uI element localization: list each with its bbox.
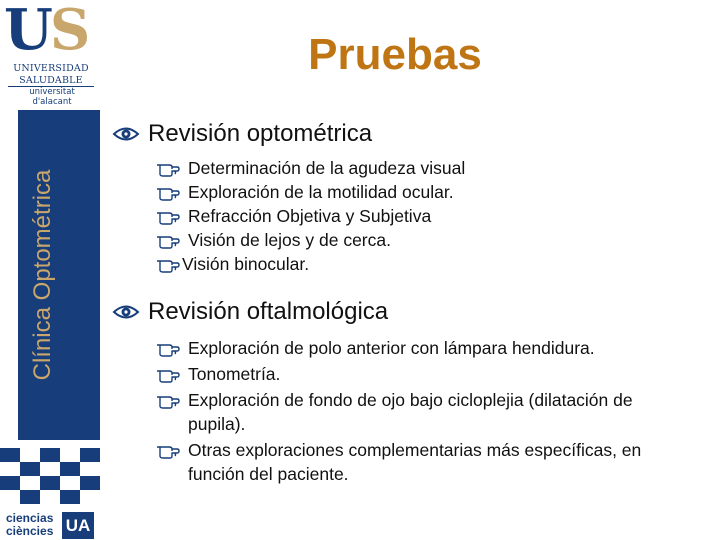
list-item	[156, 438, 672, 486]
ciencias-ua-logo	[4, 510, 100, 540]
pointing-hand-icon	[156, 339, 180, 357]
eye-icon	[112, 124, 140, 144]
checker-square	[80, 476, 100, 490]
universidad-saludable-logo	[0, 0, 100, 110]
list-item	[156, 336, 672, 360]
checker-square	[60, 490, 80, 504]
ua-text-ciencies: ciències	[6, 524, 54, 538]
list-item-text: Exploración de la motilidad ocular.	[188, 182, 454, 202]
pointing-hand-icon	[156, 255, 180, 273]
section-heading-text: Revisión oftalmológica	[148, 298, 389, 325]
logo-letter-s: S	[49, 0, 88, 63]
checker-square	[0, 476, 20, 490]
checker-square	[20, 490, 40, 504]
checker-square	[0, 448, 20, 462]
pointing-hand-icon	[156, 391, 180, 409]
eye-icon	[112, 302, 140, 322]
checker-square	[80, 448, 100, 462]
logo-letter-u: U	[4, 0, 50, 63]
checker-square	[60, 462, 80, 476]
list-item-text: Otras exploraciones complementarias más específicas, en función del paciente.	[188, 440, 642, 484]
logo-subline1: universitat	[29, 87, 75, 97]
checker-square	[20, 462, 40, 476]
logo-subline2: d'alacant	[32, 97, 72, 107]
ua-badge: UA	[62, 512, 94, 539]
logo-us-letters	[4, 0, 88, 63]
checker-square	[40, 476, 60, 490]
list-item	[156, 156, 672, 180]
pointing-hand-icon	[156, 441, 180, 459]
ua-text-ciencias: ciencias	[6, 511, 54, 525]
section-items	[112, 336, 672, 486]
section-heading	[112, 118, 672, 150]
sidebar-vertical-title: Clínica Optométrica	[29, 169, 56, 381]
list-item	[156, 388, 672, 436]
list-item-text: Visión binocular.	[182, 254, 310, 274]
list-item	[156, 252, 672, 276]
section-revision-optometrica	[112, 118, 672, 276]
list-item-text: Exploración de polo anterior con lámpara hendidura.	[188, 338, 595, 358]
list-item-text: Determinación de la agudeza visual	[188, 158, 466, 178]
section-heading	[112, 296, 672, 328]
section-revision-oftalmologica	[112, 296, 672, 486]
section-heading-text: Revisión optométrica	[148, 120, 373, 147]
list-item-text: Visión de lejos y de cerca.	[188, 230, 391, 250]
list-item	[156, 228, 672, 252]
page-title: Pruebas	[308, 30, 482, 79]
list-item	[156, 362, 672, 386]
pointing-hand-icon	[156, 207, 180, 225]
list-item	[156, 204, 672, 228]
pointing-hand-icon	[156, 183, 180, 201]
slide-content	[112, 118, 672, 488]
pointing-hand-icon	[156, 231, 180, 249]
sidebar-title-wrap	[18, 110, 68, 440]
list-item-text: Refracción Objetiva y Subjetiva	[188, 206, 432, 226]
logo-line2: SALUDABLE	[19, 75, 83, 86]
logo-line1: UNIVERSIDAD	[13, 63, 89, 74]
list-item	[156, 180, 672, 204]
section-items	[112, 156, 672, 276]
pointing-hand-icon	[156, 159, 180, 177]
list-item-text: Exploración de fondo de ojo bajo cicloplejia (dilatación de pupila).	[188, 390, 633, 434]
list-item-text: Tonometría.	[188, 364, 281, 384]
checker-square	[40, 448, 60, 462]
checker-pattern	[0, 448, 100, 508]
pointing-hand-icon	[156, 365, 180, 383]
